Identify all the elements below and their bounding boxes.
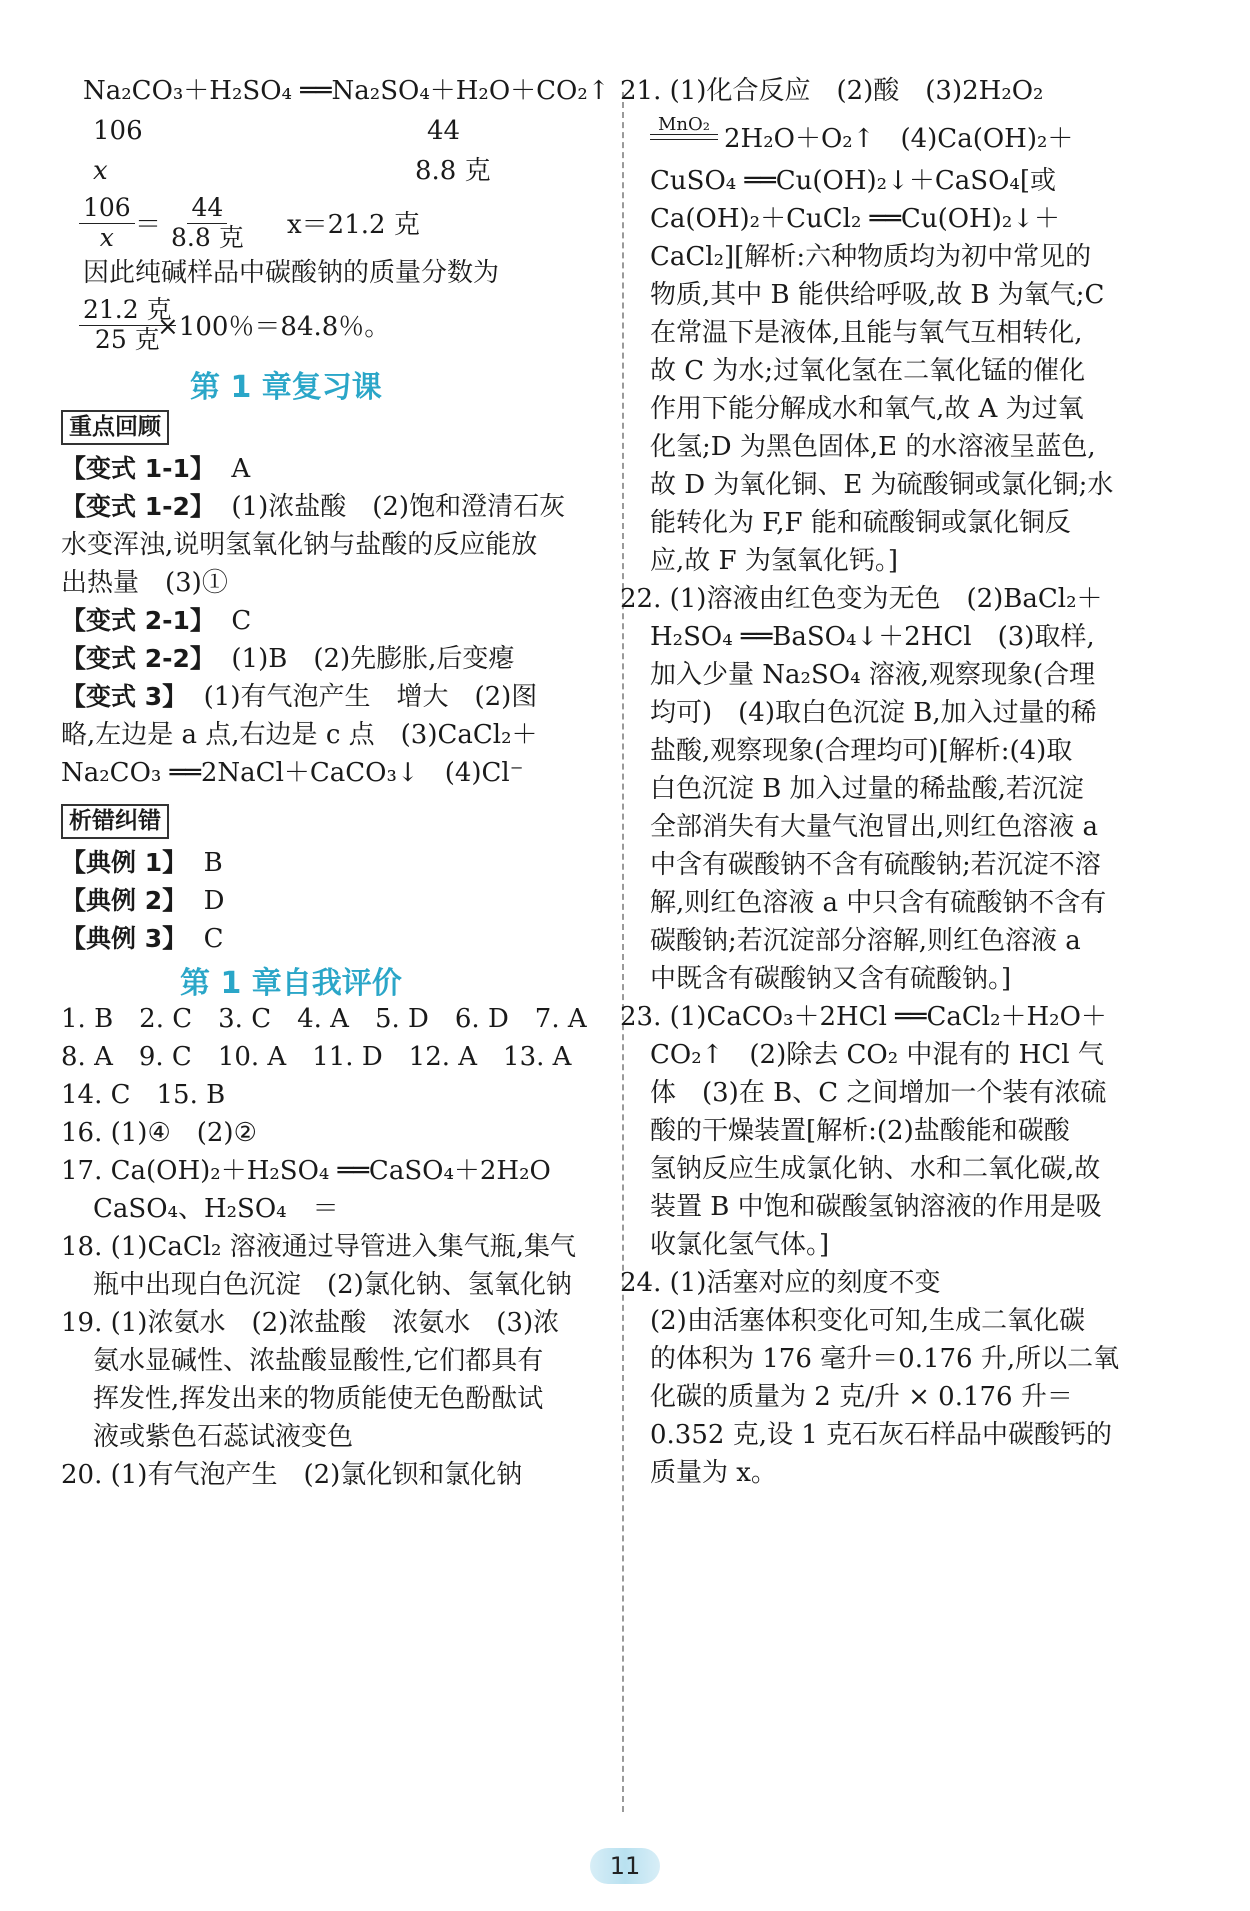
answer-line: (2)由活塞体积变化可知,生成二氧化碳 xyxy=(650,1306,1086,1336)
answer-line: 酸的干燥装置[解析:(2)盐酸能和碳酸 xyxy=(650,1116,1070,1146)
answer-line: CuSO₄ ══Cu(OH)₂↓＋CaSO₄[或 xyxy=(650,166,1056,196)
answer-line: 化碳的质量为 2 克/升 × 0.176 升＝ xyxy=(650,1382,1073,1412)
answer-line: CO₂↑ (2)除去 CO₂ 中混有的 HCl 气 xyxy=(650,1040,1104,1070)
answer-line: 全部消失有大量气泡冒出,则红色溶液 a xyxy=(650,812,1099,842)
answer-line: H₂SO₄ ══BaSO₄↓＋2HCl (3)取样, xyxy=(650,622,1095,652)
fraction-denominator: 8.8 克 xyxy=(171,222,244,252)
answer-text: 水变浑浊,说明氢氧化钠与盐酸的反应能放 xyxy=(61,530,538,560)
answer-line: 22. (1)溶液由红色变为无色 (2)BaCl₂＋ xyxy=(620,584,1103,614)
answer-line: 23. (1)CaCO₃＋2HCl ══CaCl₂＋H₂O＋ xyxy=(620,1002,1107,1032)
answer-text: A xyxy=(231,454,251,484)
equation-line: Na₂CO₃＋H₂SO₄ ══Na₂SO₄＋H₂O＋CO₂↑ xyxy=(83,76,610,106)
answer-text: C xyxy=(231,606,252,636)
answer-line: CaCl₂][解析:六种物质均为初中常见的 xyxy=(650,242,1092,272)
answer-line: 化氢;D 为黑色固体,E 的水溶液呈蓝色, xyxy=(650,432,1096,462)
result-text: ×100％＝84.8％。 xyxy=(157,312,391,342)
answer-line: 18. (1)CaCl₂ 溶液通过导管进入集气瓶,集气 xyxy=(61,1232,576,1262)
answer-line: 解,则红色溶液 a 中只含有硫酸钠不含有 xyxy=(650,888,1107,918)
answer-line: 17. Ca(OH)₂＋H₂SO₄ ══CaSO₄＋2H₂O xyxy=(61,1156,551,1186)
answer-label: 【变式 1-2】 xyxy=(61,492,215,521)
answer-line: 14. C 15. B xyxy=(61,1080,226,1110)
reaction-arrow xyxy=(650,139,718,140)
answer-label: 【典例 1】 xyxy=(61,848,188,877)
answer-line xyxy=(61,608,251,634)
answer-line: 作用下能分解成水和氧气,故 A 为过氧 xyxy=(650,394,1084,424)
answer-line: 的体积为 176 毫升＝0.176 升,所以二氧 xyxy=(650,1344,1120,1374)
answer-line xyxy=(61,888,225,914)
column-divider xyxy=(622,92,624,1812)
answer-line: 21. (1)化合反应 (2)酸 (3)2H₂O₂ xyxy=(620,76,1044,106)
body-text: 因此纯碱样品中碳酸钠的质量分数为 xyxy=(83,258,500,288)
answer-label: 【典例 2】 xyxy=(61,886,188,915)
mass-value: 8.8 克 xyxy=(415,156,491,186)
fraction-numerator: 44 xyxy=(187,194,227,224)
answer-line: 2H₂O＋O₂↑ (4)Ca(OH)₂＋ xyxy=(724,124,1074,154)
answer-line: 装置 B 中饱和碳酸氢钠溶液的作用是吸 xyxy=(650,1192,1102,1222)
heading-box-errors: 析错纠错 xyxy=(61,804,169,839)
answer-text: D xyxy=(203,886,225,916)
answer-line xyxy=(61,494,565,520)
fraction-denominator: 25 克 xyxy=(94,324,160,354)
answer-line: 1. B 2. C 3. C 4. A 5. D 6. D 7. A xyxy=(61,1004,587,1034)
answer-label: 【典例 3】 xyxy=(61,924,188,953)
answer-line: 故 D 为氧化铜、E 为硫酸铜或氯化铜;水 xyxy=(650,470,1114,500)
answer-line: 能转化为 F,F 能和硫酸铜或氯化铜反 xyxy=(650,508,1071,538)
mass-value: 44 xyxy=(427,116,461,146)
answer-line: 物质,其中 B 能供给呼吸,故 B 为氧气;C xyxy=(650,280,1105,310)
catalyst-label: MnO₂ xyxy=(658,114,710,135)
answer-line: 收氯化氢气体。] xyxy=(650,1230,830,1260)
answer-line: 16. (1)④ (2)② xyxy=(61,1118,257,1148)
answer-line xyxy=(61,646,514,672)
fraction xyxy=(79,194,135,253)
page-number: 11 xyxy=(590,1848,660,1884)
mass-value: 106 xyxy=(93,116,143,146)
answer-label: 【变式 2-2】 xyxy=(61,644,215,673)
answer-line: 氢钠反应生成氯化钠、水和二氧化碳,故 xyxy=(650,1154,1101,1184)
answer-text: C xyxy=(203,924,224,954)
answer-line: 液或紫色石蕊试液变色 xyxy=(93,1422,354,1452)
answer-label: 【变式 3】 xyxy=(61,682,188,711)
answer-line: 氨水显碱性、浓盐酸显酸性,它们都具有 xyxy=(93,1346,544,1376)
answer-text: B xyxy=(203,848,223,878)
result-text: x＝21.2 克 xyxy=(287,210,420,240)
fraction xyxy=(167,194,248,253)
answer-line: 加入少量 Na₂SO₄ 溶液,观察现象(合理 xyxy=(650,660,1096,690)
answer-line: 在常温下是液体,且能与氧气互相转化, xyxy=(650,318,1083,348)
answer-line: 19. (1)浓氨水 (2)浓盐酸 浓氨水 (3)浓 xyxy=(61,1308,560,1338)
answer-line: 体 (3)在 B、C 之间增加一个装有浓硫 xyxy=(650,1078,1107,1108)
answer-label: 【变式 2-1】 xyxy=(61,606,215,635)
answer-line: 20. (1)有气泡产生 (2)氯化钡和氯化钠 xyxy=(61,1460,523,1490)
answer-line: 盐酸,观察现象(合理均可)[解析:(4)取 xyxy=(650,736,1073,766)
answer-line: 白色沉淀 B 加入过量的稀盐酸,若沉淀 xyxy=(650,774,1084,804)
answer-text: (1)浓盐酸 (2)饱和澄清石灰 xyxy=(231,492,566,522)
heading-box-review: 重点回顾 xyxy=(61,410,169,445)
fraction-denominator: x xyxy=(99,222,114,252)
answer-label: 【变式 1-1】 xyxy=(61,454,215,483)
answer-text: (1)B (2)先膨胀,后变瘪 xyxy=(231,644,515,674)
answer-line: 8. A 9. C 10. A 11. D 12. A 13. A xyxy=(61,1042,572,1072)
answer-line xyxy=(61,684,537,710)
answer-text: 出热量 (3)① xyxy=(61,568,228,598)
answer-line xyxy=(61,850,223,876)
answer-text: Na₂CO₃ ══2NaCl＋CaCO₃↓ (4)Cl⁻ xyxy=(61,758,524,788)
answer-line: 质量为 x。 xyxy=(650,1458,777,1488)
equals-sign: ＝ xyxy=(135,210,162,240)
answer-line: 碳酸钠;若沉淀部分溶解,则红色溶液 a xyxy=(650,926,1081,956)
answer-text: (1)有气泡产生 增大 (2)图 xyxy=(203,682,538,712)
answer-line: 故 C 为水;过氧化氢在二氧化锰的催化 xyxy=(650,356,1086,386)
answer-line: 应,故 F 为氢氧化钙。] xyxy=(650,546,898,576)
reaction-arrow xyxy=(650,134,718,135)
answer-line: 瓶中出现白色沉淀 (2)氯化钠、氢氧化钠 xyxy=(93,1270,572,1300)
answer-line: Ca(OH)₂＋CuCl₂ ══Cu(OH)₂↓＋ xyxy=(650,204,1061,234)
fraction-numerator: 21.2 克 xyxy=(79,296,176,326)
answer-line: 中含有碳酸钠不含有硫酸钠;若沉淀不溶 xyxy=(650,850,1101,880)
answer-line xyxy=(61,456,250,482)
answer-line: 24. (1)活塞对应的刻度不变 xyxy=(620,1268,941,1298)
section-title-review: 第 1 章复习课 xyxy=(190,370,382,405)
fraction-numerator: 106 xyxy=(79,194,135,224)
answer-text: 略,左边是 a 点,右边是 c 点 (3)CaCl₂＋ xyxy=(61,720,538,750)
answer-line: 均可) (4)取白色沉淀 B,加入过量的稀 xyxy=(650,698,1097,728)
answer-line: CaSO₄、H₂SO₄ ＝ xyxy=(93,1194,339,1224)
section-title-self-evaluation: 第 1 章自我评价 xyxy=(180,966,402,1001)
answer-line xyxy=(61,926,224,952)
answer-line: 挥发性,挥发出来的物质能使无色酚酞试 xyxy=(93,1384,544,1414)
answer-line: 中既含有碳酸钠又含有硫酸钠。] xyxy=(650,964,1012,994)
answer-line: 0.352 克,设 1 克石灰石样品中碳酸钙的 xyxy=(650,1420,1113,1450)
unknown-variable: x xyxy=(93,156,108,186)
